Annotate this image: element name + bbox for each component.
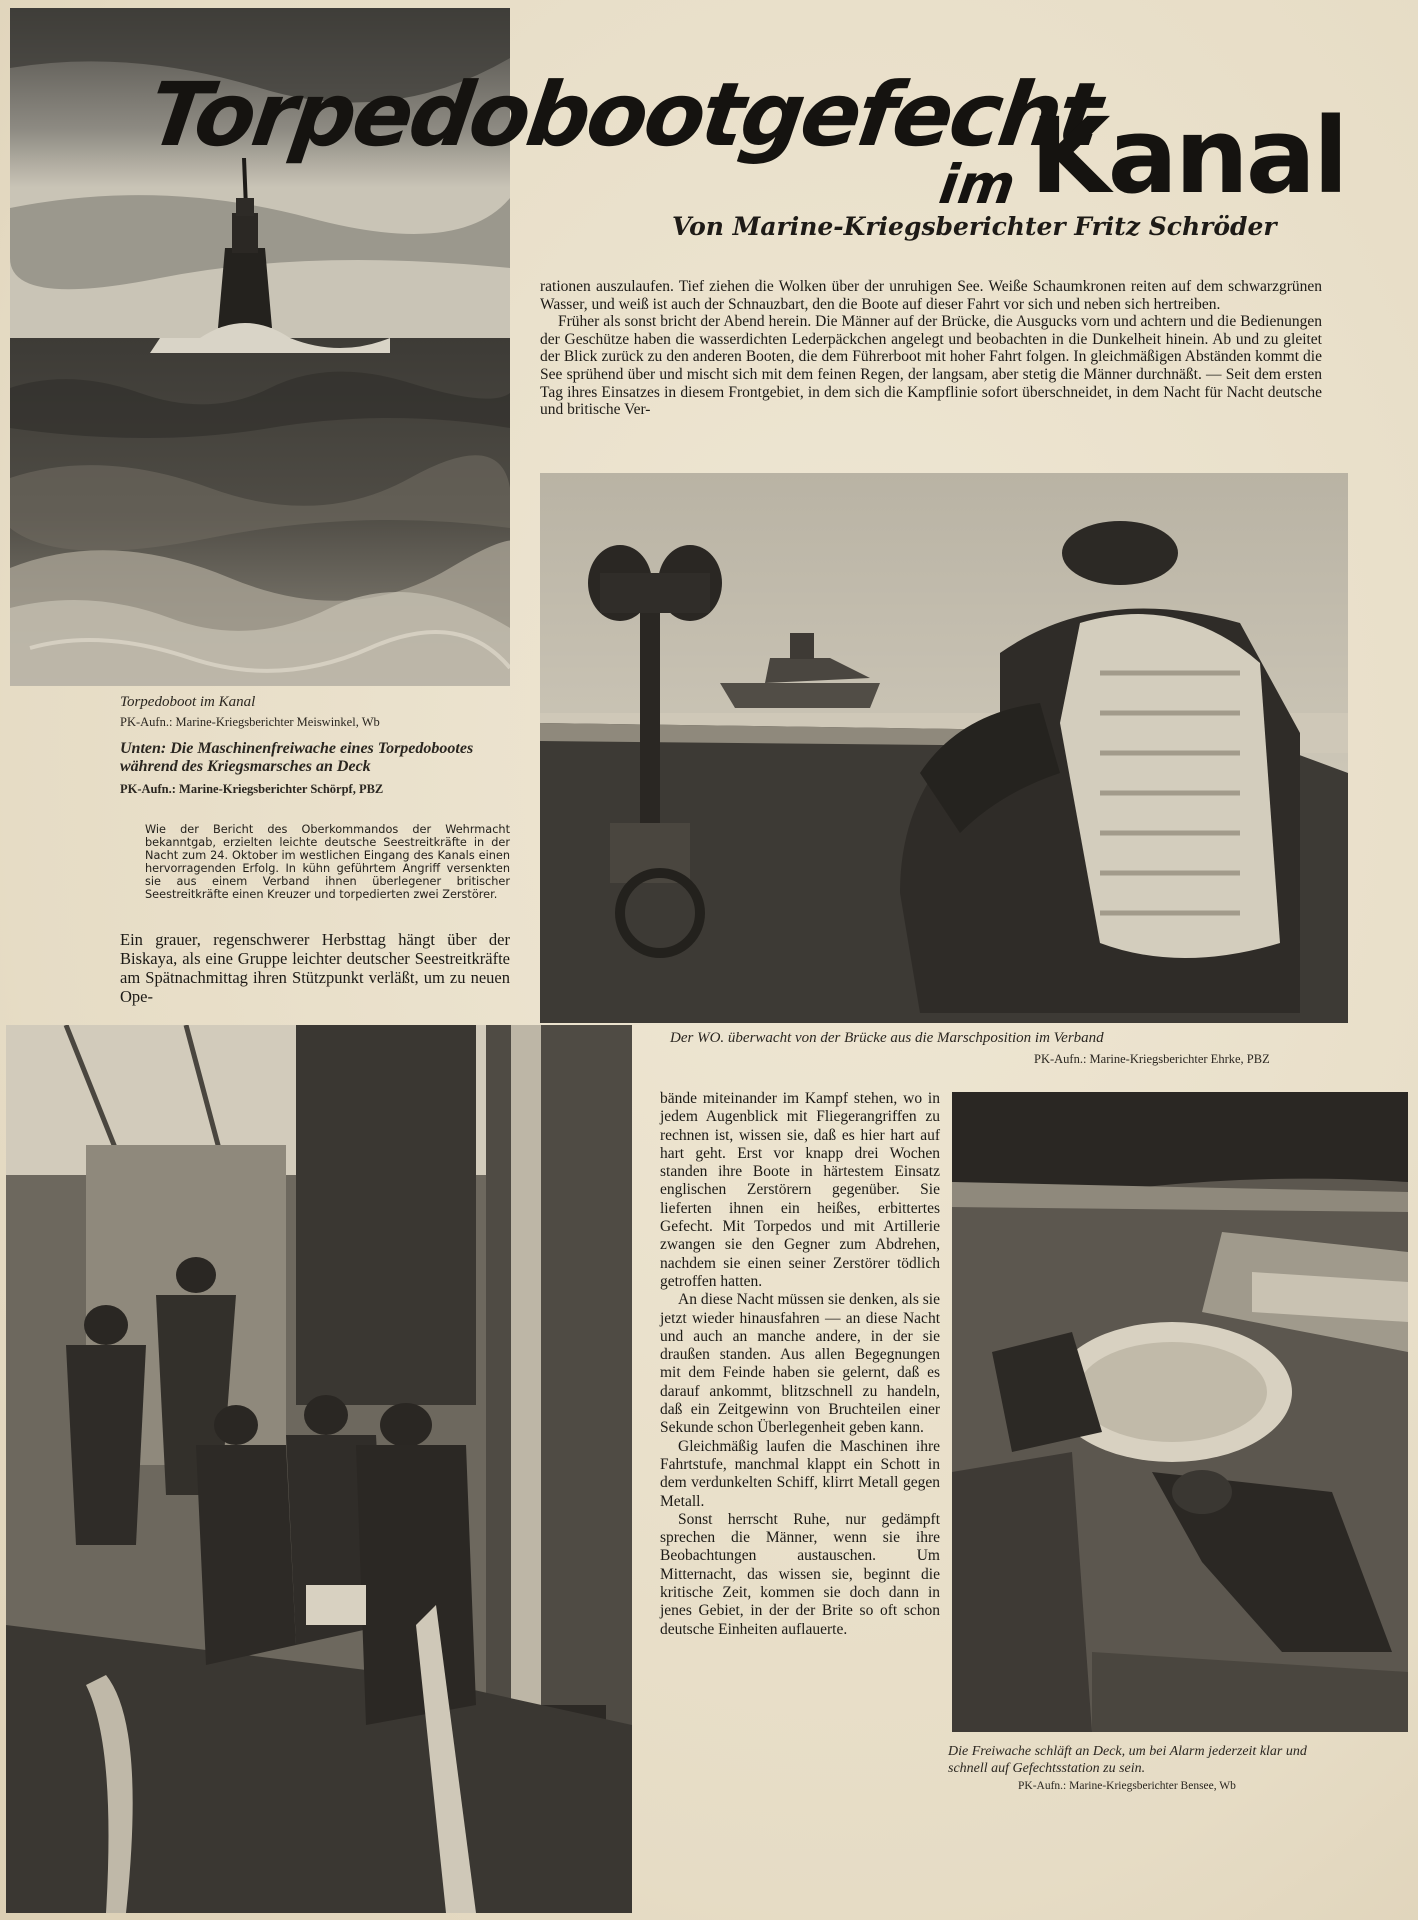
column-text: [660, 1090, 940, 1639]
lead-text: Wie der Bericht des Oberkommandos der Wehrmacht bekanntgab, erzielten leichte deutsche Seestreitkräfte in der Nacht zum 24. Oktober im westlichen Eingang des Kanals einen hervorragenden Erfolg. In kühn geführtem Angriff versenkten sie aus einem Verband ihnen überlegener britischer Seestreitkräfte einen Kreuzer und torpedierten zwei Zerstörer.: [145, 823, 510, 901]
photo4-credit: PK-Aufn.: Marine-Kriegsberichter Bensee, Wb: [1018, 1780, 1236, 1792]
photo4-caption: Die Freiwache schläft an Deck, um bei Alarm jederzeit klar und schnell auf Gefechtsstation zu sein.: [948, 1744, 1307, 1776]
photo-officer-bridge-image: [540, 473, 1348, 1023]
photo-sleeping-watch: [952, 1092, 1408, 1732]
photo2-caption: Der WO. überwacht von der Brücke aus die Marschposition im Verband: [670, 1030, 1104, 1046]
column-paragraph-4: Sonst herrscht Ruhe, nur gedämpft sprechen die Männer, wenn sie ihre Beobachtungen austauschen. Um Mitternacht, das wissen sie, beginnt die kritische Zeit, kommen sie doch dann in jenes Gebiet, in der der Brite so oft schon deutsche Einheiten auflauerte.: [660, 1510, 940, 1638]
photo2-credit: PK-Aufn.: Marine-Kriegsberichter Ehrke, PBZ: [1034, 1052, 1270, 1066]
photo-engine-crew-image: [6, 1025, 632, 1913]
photo-engine-crew: [6, 1025, 632, 1913]
photo1-caption: Torpedoboot im Kanal: [120, 694, 256, 710]
column-paragraph-3: Gleichmäßig laufen die Maschinen ihre Fahrtstufe, manchmal klappt ein Schott in dem verdunkelten Schiff, klirrt Metall gegen Metall.: [660, 1437, 940, 1510]
intro-text: [120, 930, 510, 1006]
column-paragraph-1: bände miteinander im Kampf stehen, wo in jedem Augenblick mit Fliegerangriffen zu rechnen ist, wissen sie, daß es hier hart auf hart geht. Erst vor knapp drei Wochen standen ihre Boote in härtestem Einsatz englischen Zerstörern gegenüber. Sie lieferten ihnen ein heißes, erbittertes Gefecht. Mit Torpedos und mit Artillerie zwangen sie den Gegner zum Abdrehen, nachdem sie einen seiner Zerstörer tödlich getroffen hatten.: [660, 1090, 940, 1290]
top-article-text: [540, 278, 1322, 419]
bottom-photo-caption: Unten: Die Maschinenfreiwache eines Torpedobootes während des Kriegsmarsches an Deck: [120, 740, 474, 775]
article-title: [142, 55, 1346, 217]
photo-officer-bridge: [540, 473, 1348, 1023]
title-im: im: [935, 153, 1020, 216]
bottom-photo-credit: PK-Aufn.: Marine-Kriegsberichter Schörpf, PBZ: [120, 782, 384, 796]
title-kanal: Kanal: [1030, 95, 1346, 217]
column-paragraph-2: An diese Nacht müssen sie denken, als sie jetzt wieder hinausfahren — an diese Nacht und auch an manche andere, in der sie draußen standen. Aus allen Begegnungen mit dem Feinde haben sie gelernt, daß es darauf ankommt, blitzschnell zu handeln, daß ein Zeitgewinn von Bruchteilen einer Sekunde schon Überlegenheit geben kann.: [660, 1291, 940, 1437]
top-paragraph-1: rationen auszulaufen. Tief ziehen die Wolken über der unruhigen See. Weiße Schaumkronen reiten auf dem schwarzgrünen Wasser, und weiß ist auch der Schnauzbart, den die Boote auf dieser Fahrt vor sich und neben sich hertreiben.: [540, 278, 1322, 313]
intro-paragraph: Ein grauer, regenschwerer Herbsttag hängt über der Biskaya, als eine Gruppe leichter deutscher Seestreitkräfte am Spätnachmittag ihren Stützpunkt verläßt, um zu neuen Ope-: [120, 930, 510, 1006]
photo-sleeping-watch-image: [952, 1092, 1408, 1732]
top-paragraph-2: Früher als sonst bricht der Abend herein. Die Männer auf der Brücke, die Ausgucks vorn und achtern und die Bedienungen der Geschütze haben die wasserdichten Lederpäckchen angelegt und beobachten in die Dunkelheit hinein. Ab und zu gleitet der Blick zurück zu den anderen Booten, die dem Führerboot mit hoher Fahrt folgen. In gleichmäßigen Abständen kommt die See sprühend über und mischt sich mit dem feinen Regen, der langsam, aber stetig die Männer durchnäßt. — Seit dem ersten Tag ihres Einsatzes in diesem Frontgebiet, in dem sich die Kampflinie sofort überschneidet, in dem Nacht für Nacht deutsche und britische Ver-: [540, 313, 1322, 419]
byline: Von Marine-Kriegsberichter Fritz Schröder: [672, 212, 1277, 241]
photo1-credit: PK-Aufn.: Marine-Kriegsberichter Meiswinkel, Wb: [120, 715, 380, 729]
title-main: Torpedobootgefecht: [142, 63, 1106, 166]
